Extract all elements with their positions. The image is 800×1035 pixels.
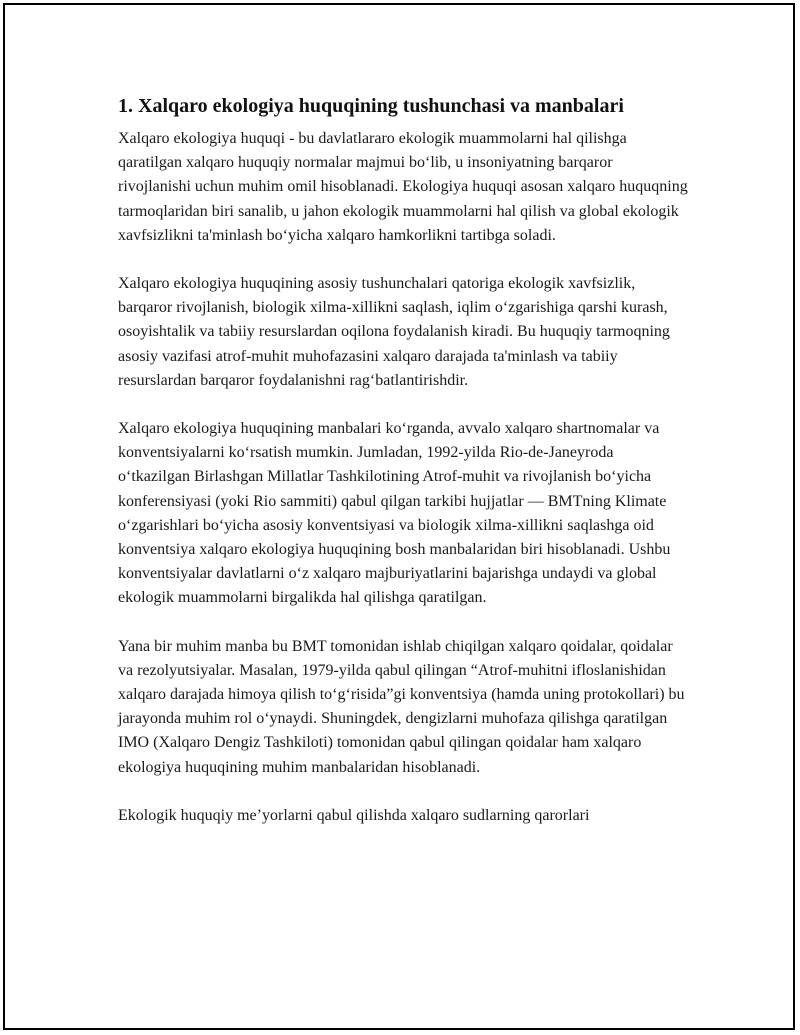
paragraph-definition: Xalqaro ekologiya huquqi - bu davlatlararo ekologik muammolarni hal qilishga qaratilgan xalqaro huquqiy normalar majmui bo‘lib, u insoniyatning barqaror rivojlanishi uchun muhim omil hisoblanadi. Ekologiya huquqi asosan xalqaro huquqning tarmoqlaridan biri sanalib, u jahon ekologik muammolarni hal qilish va global ekologik xavfsizlikni ta'minlash bo‘yicha xalqaro hamkorlikni tartibga soladi.: [118, 130, 688, 244]
paragraph-concepts: Xalqaro ekologiya huquqining asosiy tushunchalari qatoriga ekologik xavfsizlik, barqaror rivojlanish, biologik xilma-xillikni saqlash, iqlim o‘zgarishiga qarshi kurash, osoyishtalik va tabiiy resurslardan oqilona foydalanish kiradi. Bu huquqiy tarmoqning asosiy vazifasi atrof-muhit muhofazasini xalqaro darajada ta'minlash va tabiiy resurslardan barqaror foydalanishni rag‘batlantirishdir.: [118, 275, 670, 389]
paragraph-sources-treaties: Xalqaro ekologiya huquqining manbalari ko‘rganda, avvalo xalqaro shartnomalar va konventsiyalarni ko‘rsatish mumkin. Jumladan, 1992-yilda Rio-de-Janeyroda o‘tkazilgan Birlashgan Millatlar Tashkilotining Atrof-muhit va rivojlanish bo‘yicha konferensiyasi (yoki Rio sammiti) qabul qilgan tarkibi hujjatlar — BMTning Klimate o‘zgarishlari bo‘yicha asosiy konventsiyasi va biologik xilma-xillikni saqlashga oid konventsiya xalqaro ekologiya huquqining bosh manbalaridan biri hisoblanadi. Ushbu konventsiyalar davlatlarni o‘z xalqaro majburiyatlarini bajarishga undaydi va global ekologik muammolarni birgalikda hal qilishga qaratilgan.: [118, 420, 671, 607]
paragraph-courts: Ekologik huquqiy me’yorlarni qabul qilishda xalqaro sudlarning qarorlari: [118, 806, 590, 824]
paragraph-sources-un: Yana bir muhim manba bu BMT tomonidan ishlab chiqilgan xalqaro qoidalar, qoidalar va rezolyutsiyalar. Masalan, 1979-yilda qabul qilingan “Atrof-muhitni ifloslanishidan xalqaro darajada himoya qilish to‘g‘risida”gi konventsiya (hamda uning protokollari) bu jarayonda muhim rol o‘ynaydi. Shuningdek, dengizlarni muhofaza qilishga qaratilgan IMO (Xalqaro Dengiz Tashkiloti) tomonidan qabul qilingan qoidalar ham xalqaro ekologiya huquqining muhim manbalaridan hisoblanadi.: [118, 637, 685, 776]
document-body: [118, 93, 688, 852]
section-heading: 1. Xalqaro ekologiya huquqining tushunchasi va manbalari: [118, 95, 624, 117]
